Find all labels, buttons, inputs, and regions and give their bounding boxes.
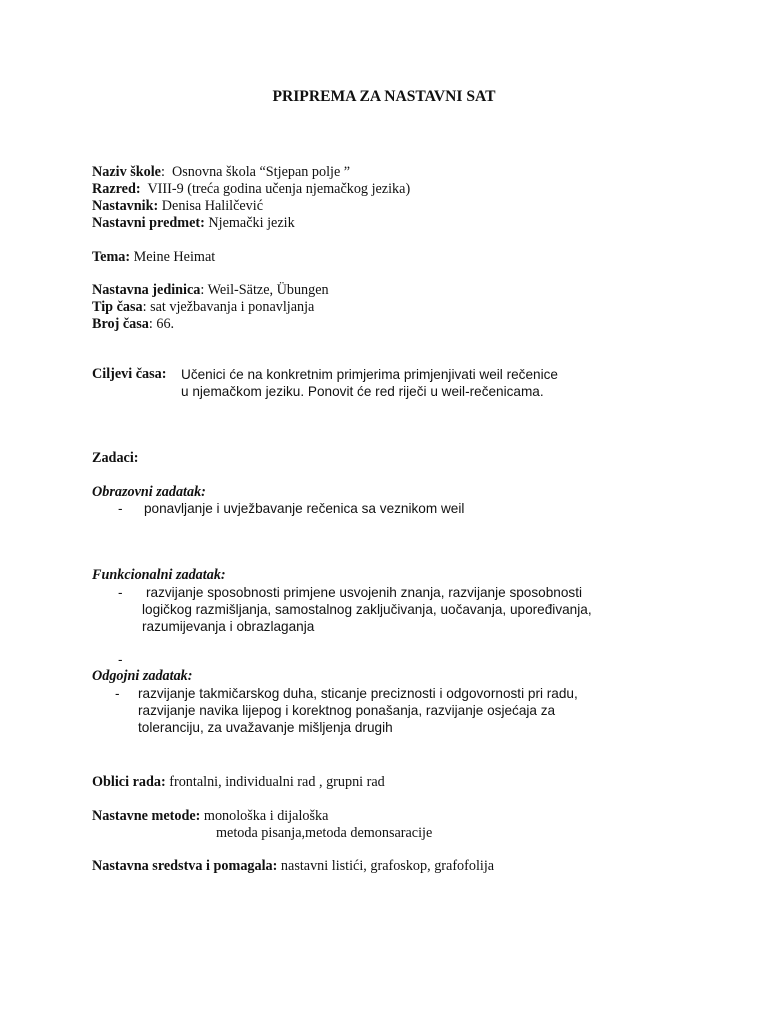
school-row — [92, 164, 350, 181]
educational-task-label: Obrazovni zadatak: — [92, 484, 206, 500]
upbringing-task-line-1: razvijanje takmičarskog duha, sticanje preciznosti i odgovornosti pri radu, — [138, 686, 578, 701]
methods-line-2: metoda pisanja,metoda demonsaracije — [216, 825, 433, 841]
functional-task-line-3: razumijevanja i obrazlaganja — [142, 619, 315, 634]
goals-label: Ciljevi časa: — [92, 366, 167, 382]
functional-task-dash: - — [118, 585, 123, 600]
teacher-row — [92, 198, 263, 215]
methods-label: Nastavne metode: — [92, 808, 201, 824]
subject-value: Njemački jezik — [208, 215, 295, 231]
functional-task-line-1: razvijanje sposobnosti primjene usvojenih znanja, razvijanje sposobnosti — [146, 585, 583, 600]
lesson-type-label: Tip časa — [92, 299, 143, 315]
functional-task-label: Funkcionalni zadatak: — [92, 567, 226, 583]
grade-value: VIII-9 (treća godina učenja njemačkog jezika) — [147, 181, 411, 197]
teacher-value: Denisa Halilčević — [161, 198, 264, 214]
unit-value: : Weil-Sätze, Übungen — [200, 282, 329, 298]
aids-value: nastavni listići, grafoskop, grafofolija — [280, 858, 495, 874]
school-sep: : — [160, 164, 165, 180]
methods-row — [92, 808, 328, 825]
methods-line-1: monološka i dijaloška — [203, 808, 329, 824]
work-forms-label: Oblici rada: — [92, 774, 166, 790]
upbringing-task-label: Odgojni zadatak: — [92, 668, 193, 684]
subject-label: Nastavni predmet: — [92, 215, 205, 231]
work-forms-row — [92, 774, 385, 791]
work-forms-value: frontalni, individualni rad , grupni rad — [169, 774, 385, 790]
upbringing-task-dash: - — [115, 686, 120, 701]
functional-trailing-dash: - — [118, 652, 123, 667]
educational-task-dash: - — [118, 501, 123, 516]
functional-task-line-2: logičkog razmišljanja, samostalnog zaključivanja, uočavanja, upoređivanja, — [142, 602, 592, 617]
educational-task-text: ponavljanje i uvježbavanje rečenica sa veznikom weil — [144, 501, 465, 516]
aids-label: Nastavna sredstva i pomagala: — [92, 858, 278, 874]
tasks-heading: Zadaci: — [92, 450, 139, 466]
aids-row — [92, 858, 494, 875]
topic-label: Tema: — [92, 249, 131, 265]
teacher-label: Nastavnik: — [92, 198, 159, 214]
grade-row — [92, 181, 410, 198]
lesson-number-label: Broj časa — [92, 316, 149, 332]
school-label: Naziv škole — [92, 164, 161, 180]
subject-row — [92, 215, 295, 232]
lesson-type-row — [92, 299, 314, 316]
lesson-number-value: : 66. — [148, 316, 175, 332]
unit-row — [92, 282, 329, 299]
school-value: Osnovna škola “Stjepan polje ” — [172, 164, 351, 180]
page-title: PRIPREMA ZA NASTAVNI SAT — [272, 88, 496, 105]
lesson-number-row — [92, 316, 174, 333]
goals-line-1: Učenici će na konkretnim primjerima primjenjivati weil rečenice — [181, 367, 558, 382]
upbringing-task-line-2: razvijanje navika lijepog i korektnog ponašanja, razvijanje osjećaja za — [138, 703, 556, 718]
lesson-type-value: : sat vježbavanja i ponavljanja — [142, 299, 315, 315]
unit-label: Nastavna jedinica — [92, 282, 201, 298]
grade-label: Razred: — [92, 181, 141, 197]
upbringing-task-line-3: toleranciju, za uvažavanje mišljenja drugih — [138, 720, 393, 735]
goals-line-2: u njemačkom jeziku. Ponovit će red riječi u weil-rečenicama. — [181, 384, 544, 399]
topic-row — [92, 249, 215, 266]
topic-value: Meine Heimat — [133, 249, 216, 265]
